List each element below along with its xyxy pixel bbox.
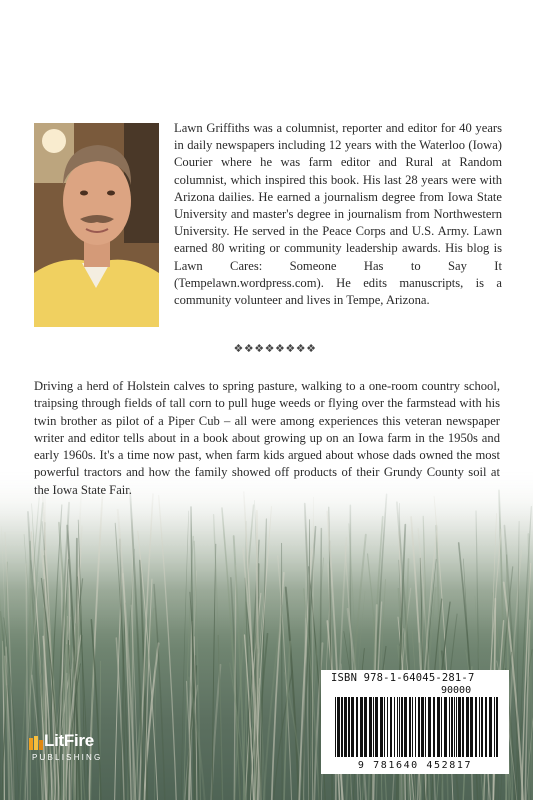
barcode-bars (327, 697, 503, 759)
publisher-subtitle: PUBLISHING (32, 753, 103, 762)
isbn-label: ISBN 978-1-64045-281-7 (331, 672, 475, 684)
publisher-name: LitFire (44, 731, 94, 750)
author-photo (34, 123, 159, 327)
publisher-logo (28, 733, 124, 773)
author-bio: Lawn Griffiths was a columnist, reporter and editor for 40 years in daily newspapers including 12 years with the Waterloo (Iowa) Courier where he was farm editor and Rural at Random columnist, which inspired this book. His last 28 years were with Arizona dailies. He earned a journalism degree from Iowa State University and master's degree in journalism from Northwestern University. He served in the Peace Corps and U.S. Army. Lawn earned 80 writing or community leadership awards. His blog is Lawn Cares: Someone Has to Say It (Tempelawn.wordpress.com). He edits manuscripts, is a community volunteer and lives in Tempe, Arizona. (174, 121, 502, 308)
book-stack-icon (28, 735, 44, 751)
book-description: Driving a herd of Holstein calves to spring pasture, walking to a one-room country school, traipsing through fields of tall corn to pull huge weeds or flying over the farmstead with his twin brother as pilot of a Piper Cub – all were among experiences this veteran newspaper writer and editor tells about in a book about growing up on an Iowa farm in the 1950s and early 1960s. It's a time now past, when farm kids argued about whose dads owned the most powerful tractors and how the family showed off products of their Grundy County soil at the Iowa State Fair. (34, 379, 500, 497)
ornament-divider: ❖❖❖❖❖❖❖❖ (233, 342, 317, 355)
ean-number: 9 781640 452817 (357, 760, 473, 771)
price-code: 90000 (441, 685, 472, 696)
isbn-barcode (321, 670, 509, 774)
